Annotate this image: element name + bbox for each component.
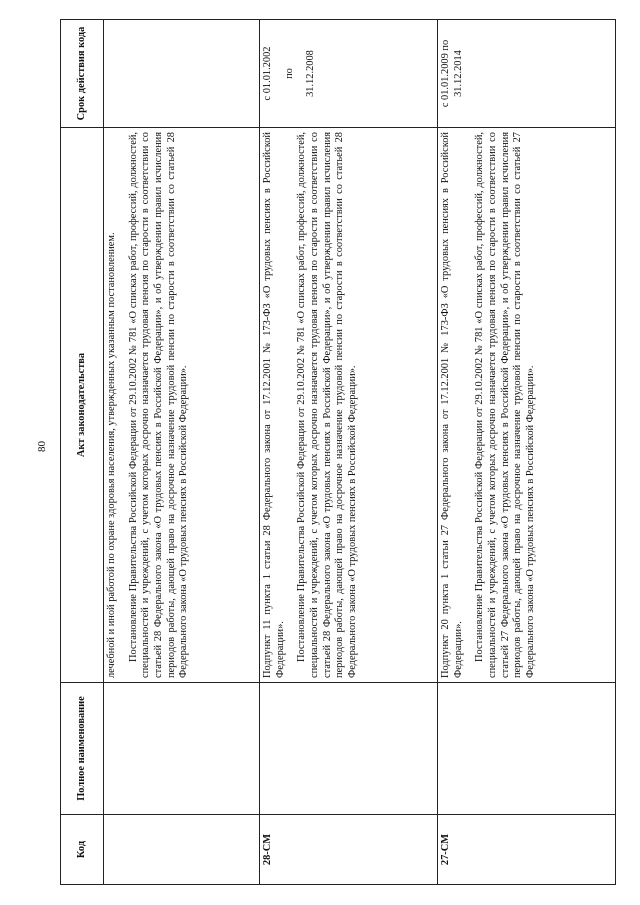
period-mid: по [283, 68, 295, 79]
row-full-name [438, 683, 616, 815]
act-paragraph: Подпункт 11 пункта 1 статьи 28 Федерального закона от 17.12.2001 № 173-ФЗ «О трудовых пенсиях в Российской Федерации». [262, 132, 286, 678]
table-row [260, 20, 438, 885]
act-paragraph: Постановление Правительства Российской Федерации от 29.10.2002 № 781 «О списках работ, профессий, должностей, специальностей и учреждений, с учетом которых досрочно назначается трудовая пенсия по старости в соответствии со статьей 27 Федерального закона «О трудовых пенсиях в Российской Федерации», и об утверждении правил исчисления периодов работы, дающей право на досрочное назначение трудовой пенсии по старости в соответствии со статьей 27 Федерального закона «О трудовых пенсиях в Российской Федерации». [474, 132, 537, 678]
act-paragraph: Постановление Правительства Российской Федерации от 29.10.2002 № 781 «О списках работ, профессий, должностей, специальностей и учреждений, с учетом которых досрочно назначается трудовая пенсия по старости в соответствии со статьей 28 Федерального закона «О трудовых пенсиях в Российской Федерации», и об утверждении правил исчисления периодов работы, дающей право на досрочное назначение трудовой пенсии по старости в соответствии со статьей 28 Федерального закона «О трудовых пенсиях в Российской Федерации». [296, 132, 359, 678]
table-row [104, 20, 260, 885]
table-row [438, 20, 616, 885]
rotated-table-sheet [60, 20, 616, 885]
codes-table [60, 19, 616, 885]
page-number: 80 [36, 441, 48, 452]
header-act: Акт законодательства [61, 128, 104, 683]
row-act [438, 128, 616, 683]
table-header-row [61, 20, 104, 885]
row-code: 28-СМ [260, 815, 438, 885]
period-start: с 01.01.2002 [262, 46, 274, 101]
row-code [104, 815, 260, 885]
act-paragraph: Подпункт 20 пункта 1 статьи 27 Федерального закона от 17.12.2001 № 173-ФЗ «О трудовых пенсиях в Российской Федерации». [440, 132, 464, 678]
act-paragraph: Постановление Правительства Российской Федерации от 29.10.2002 № 781 «О списках работ, профессий, должностей, специальностей и учреждений, с учетом которых досрочно назначается трудовая пенсия по старости в соответствии со статьей 28 Федерального закона «О трудовых пенсиях в Российской Федерации», и об утверждении правил исчисления периодов работы, дающей право на досрочное назначение трудовой пенсии по старости в соответствии со статьей 28 Федерального закона «О трудовых пенсиях в Российской Федерации». [127, 132, 190, 678]
row-act [104, 128, 260, 683]
header-code: Код [61, 815, 104, 885]
row-period [104, 20, 260, 128]
row-act [260, 128, 438, 683]
period-mid: 31.12.2014 [452, 50, 464, 97]
row-period [438, 20, 616, 128]
header-period: Срок действия кода [61, 20, 104, 128]
row-code: 27-СМ [438, 815, 616, 885]
row-full-name [260, 683, 438, 815]
act-paragraph: лечебной и иной работой по охране здоровья населения, утвержденных указанным постановлением. [106, 232, 117, 678]
header-full-name: Полное наименование [61, 683, 104, 815]
row-period [260, 20, 438, 128]
period-start: с 01.01.2009 по [440, 39, 451, 108]
period-end: 31.12.2008 [305, 50, 317, 97]
row-full-name [104, 683, 260, 815]
